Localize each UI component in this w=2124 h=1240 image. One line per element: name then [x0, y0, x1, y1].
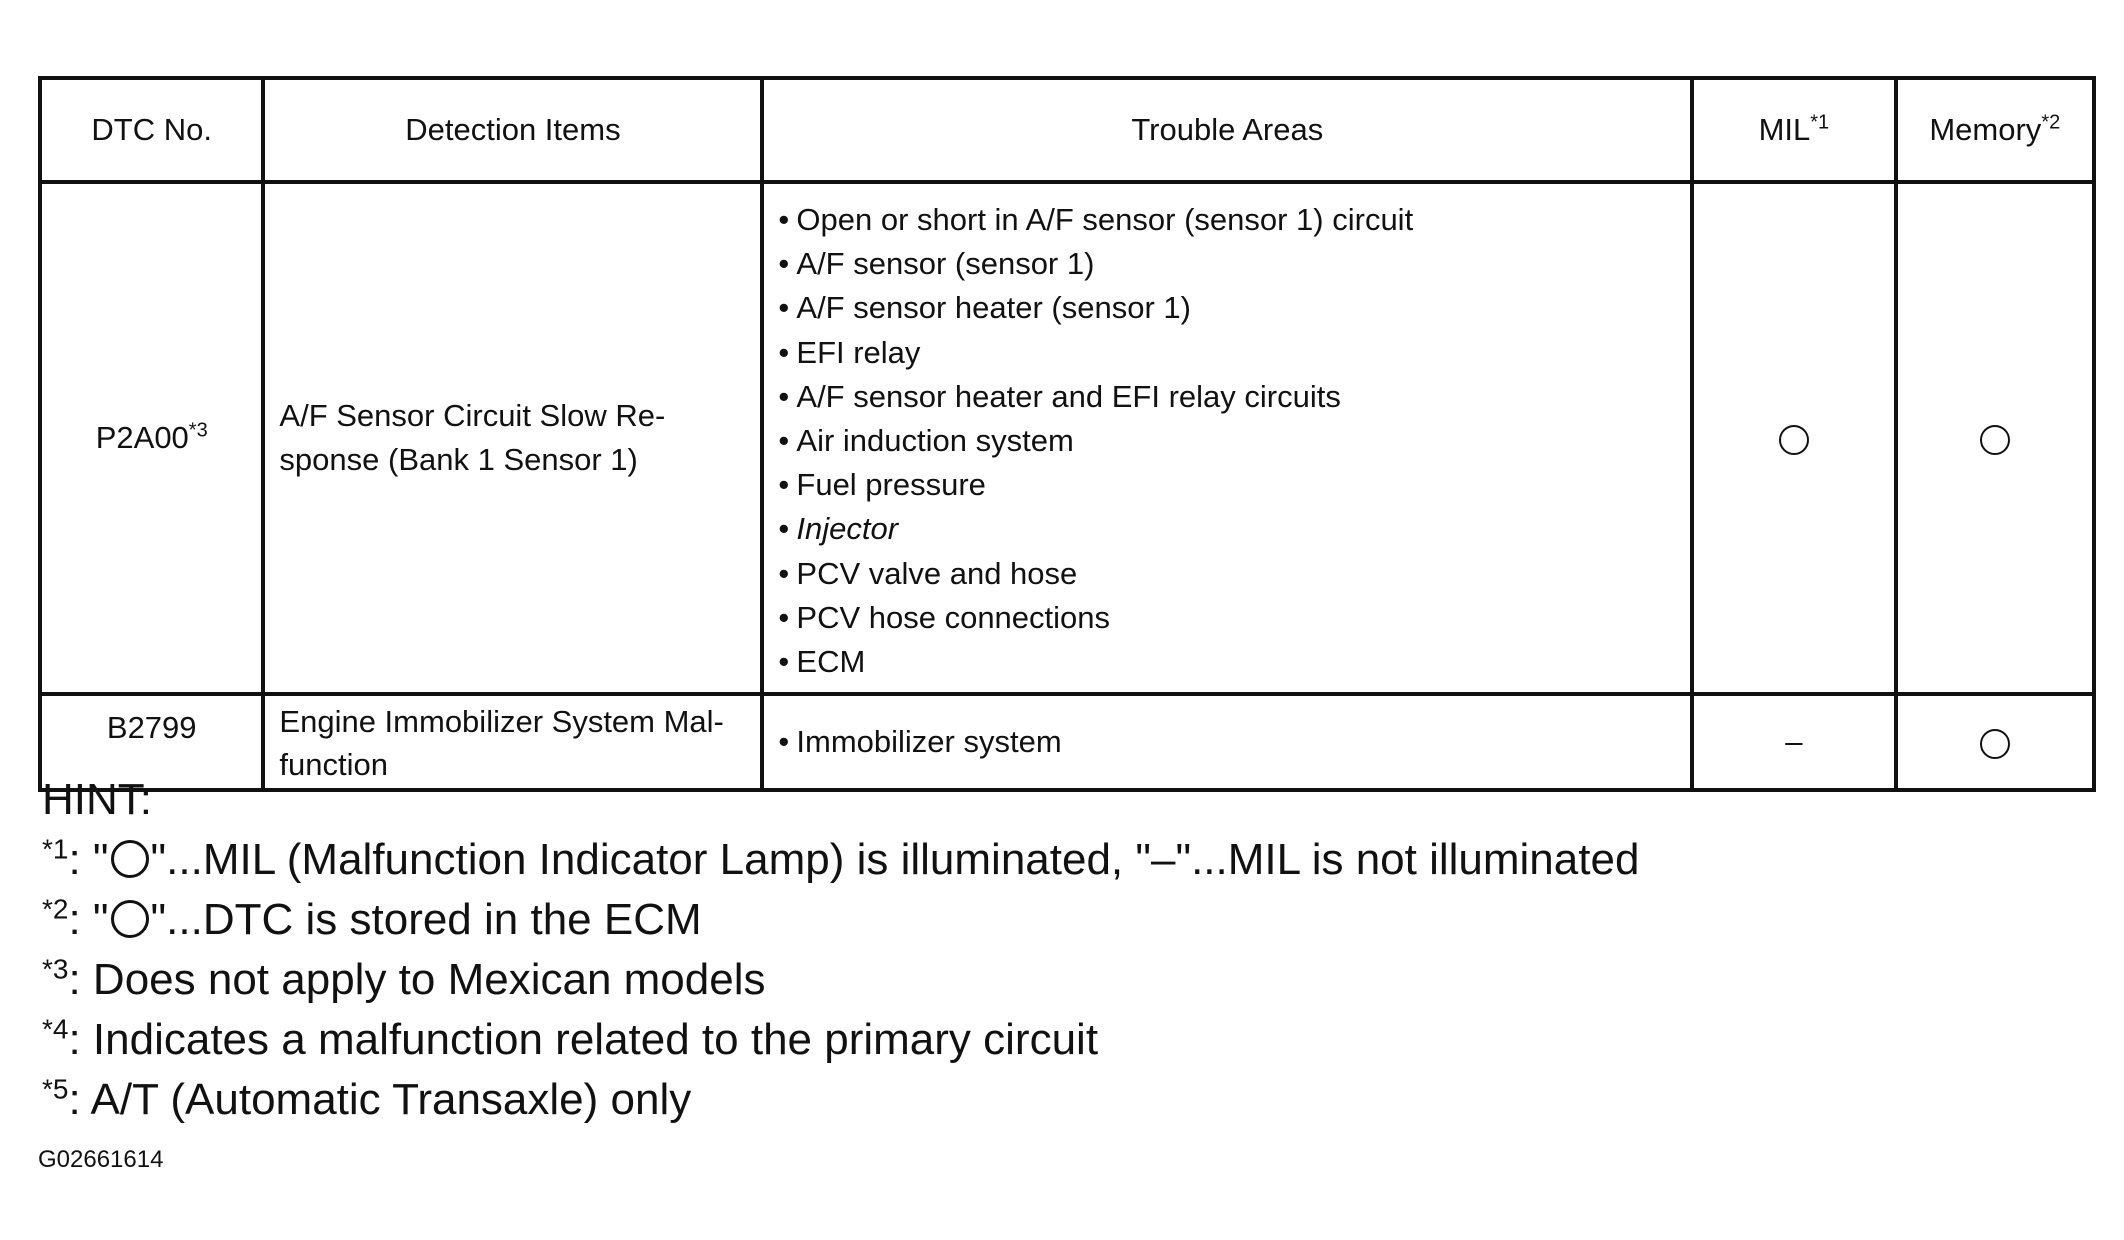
list-item: • EFI relay — [778, 334, 921, 370]
mil-dash-mark: – — [1785, 724, 1803, 760]
circle-icon — [111, 900, 149, 938]
hint-note: $^{*3}$: Does not apply to Mexican models — [42, 953, 766, 1004]
note-marker: *4 — [42, 1013, 69, 1045]
dtc-footnote-ref: *3 — [188, 419, 208, 442]
dtc-table — [38, 76, 2096, 792]
dtc-code: P2A00 — [95, 420, 189, 456]
hint-note: $^{*4}$: Indicates a malfunction related to the primary circuit — [42, 1013, 1099, 1064]
memory-cell — [1896, 694, 2094, 790]
list-item: • Immobilizer system — [778, 724, 1062, 760]
circle-icon — [1779, 425, 1809, 455]
hint-title: HINT: — [42, 775, 152, 824]
mil-footnote-ref: *1 — [1810, 111, 1830, 134]
header-detection-items: Detection Items — [263, 78, 762, 182]
hint-note: $^{*1}$: " "...MIL (Malfunction Indicator Lamp) is illuminated, "–"...MIL is not illuminated — [42, 833, 1640, 884]
trouble-area-list — [778, 720, 1680, 764]
mil-cell — [1692, 694, 1895, 790]
list-item: • A/F sensor heater and EFI relay circuits — [778, 378, 1341, 414]
detection-item-line: A/F Sensor Circuit Slow Re- — [279, 398, 666, 434]
note-marker: *1 — [42, 833, 69, 865]
note-marker: *3 — [42, 953, 69, 985]
circle-icon — [1980, 729, 2010, 759]
hint-note: $^{*5}$: A/T (Automatic Transaxle) only — [42, 1073, 692, 1124]
dtc-code-cell — [40, 182, 263, 694]
detection-item-line: sponse (Bank 1 Sensor 1) — [279, 442, 638, 478]
table-row — [40, 182, 2094, 694]
hint-section — [42, 770, 1639, 1130]
header-trouble-areas: Trouble Areas — [762, 78, 1692, 182]
hint-note: $^{*2}$: " "...DTC is stored in the ECM — [42, 893, 702, 944]
mil-cell — [1692, 182, 1895, 694]
list-item: • ECM — [778, 644, 866, 680]
note-marker: *5 — [42, 1073, 69, 1105]
memory-cell — [1896, 182, 2094, 694]
circle-icon — [1980, 425, 2010, 455]
detection-item-line: Engine Immobilizer System Mal- — [279, 704, 724, 740]
header-dtc-no: DTC No. — [40, 78, 263, 182]
dtc-code: B2799 — [106, 710, 197, 746]
list-item: • A/F sensor heater (sensor 1) — [778, 290, 1191, 326]
figure-id: G02661614 — [38, 1146, 164, 1173]
header-mil: MIL$^{*1}$ — [1692, 78, 1895, 182]
list-item: • A/F sensor (sensor 1) — [778, 246, 1095, 282]
table-header-row — [40, 78, 2094, 182]
list-item: • Air induction system — [778, 423, 1074, 459]
trouble-area-list — [778, 198, 1680, 684]
list-item: • Injector — [778, 511, 899, 547]
detection-item-line: function — [279, 747, 388, 783]
note-marker: *2 — [42, 893, 69, 925]
list-item: • PCV hose connections — [778, 599, 1111, 635]
header-memory: Memory$^{*2}$ — [1896, 78, 2094, 182]
memory-footnote-ref: *2 — [2041, 111, 2061, 134]
detection-item-cell — [263, 182, 762, 694]
trouble-areas-cell — [762, 182, 1692, 694]
list-item: • PCV valve and hose — [778, 555, 1078, 591]
list-item: • Fuel pressure — [778, 467, 986, 503]
circle-icon — [111, 840, 149, 878]
list-item: • Open or short in A/F sensor (sensor 1) circuit — [778, 202, 1414, 237]
